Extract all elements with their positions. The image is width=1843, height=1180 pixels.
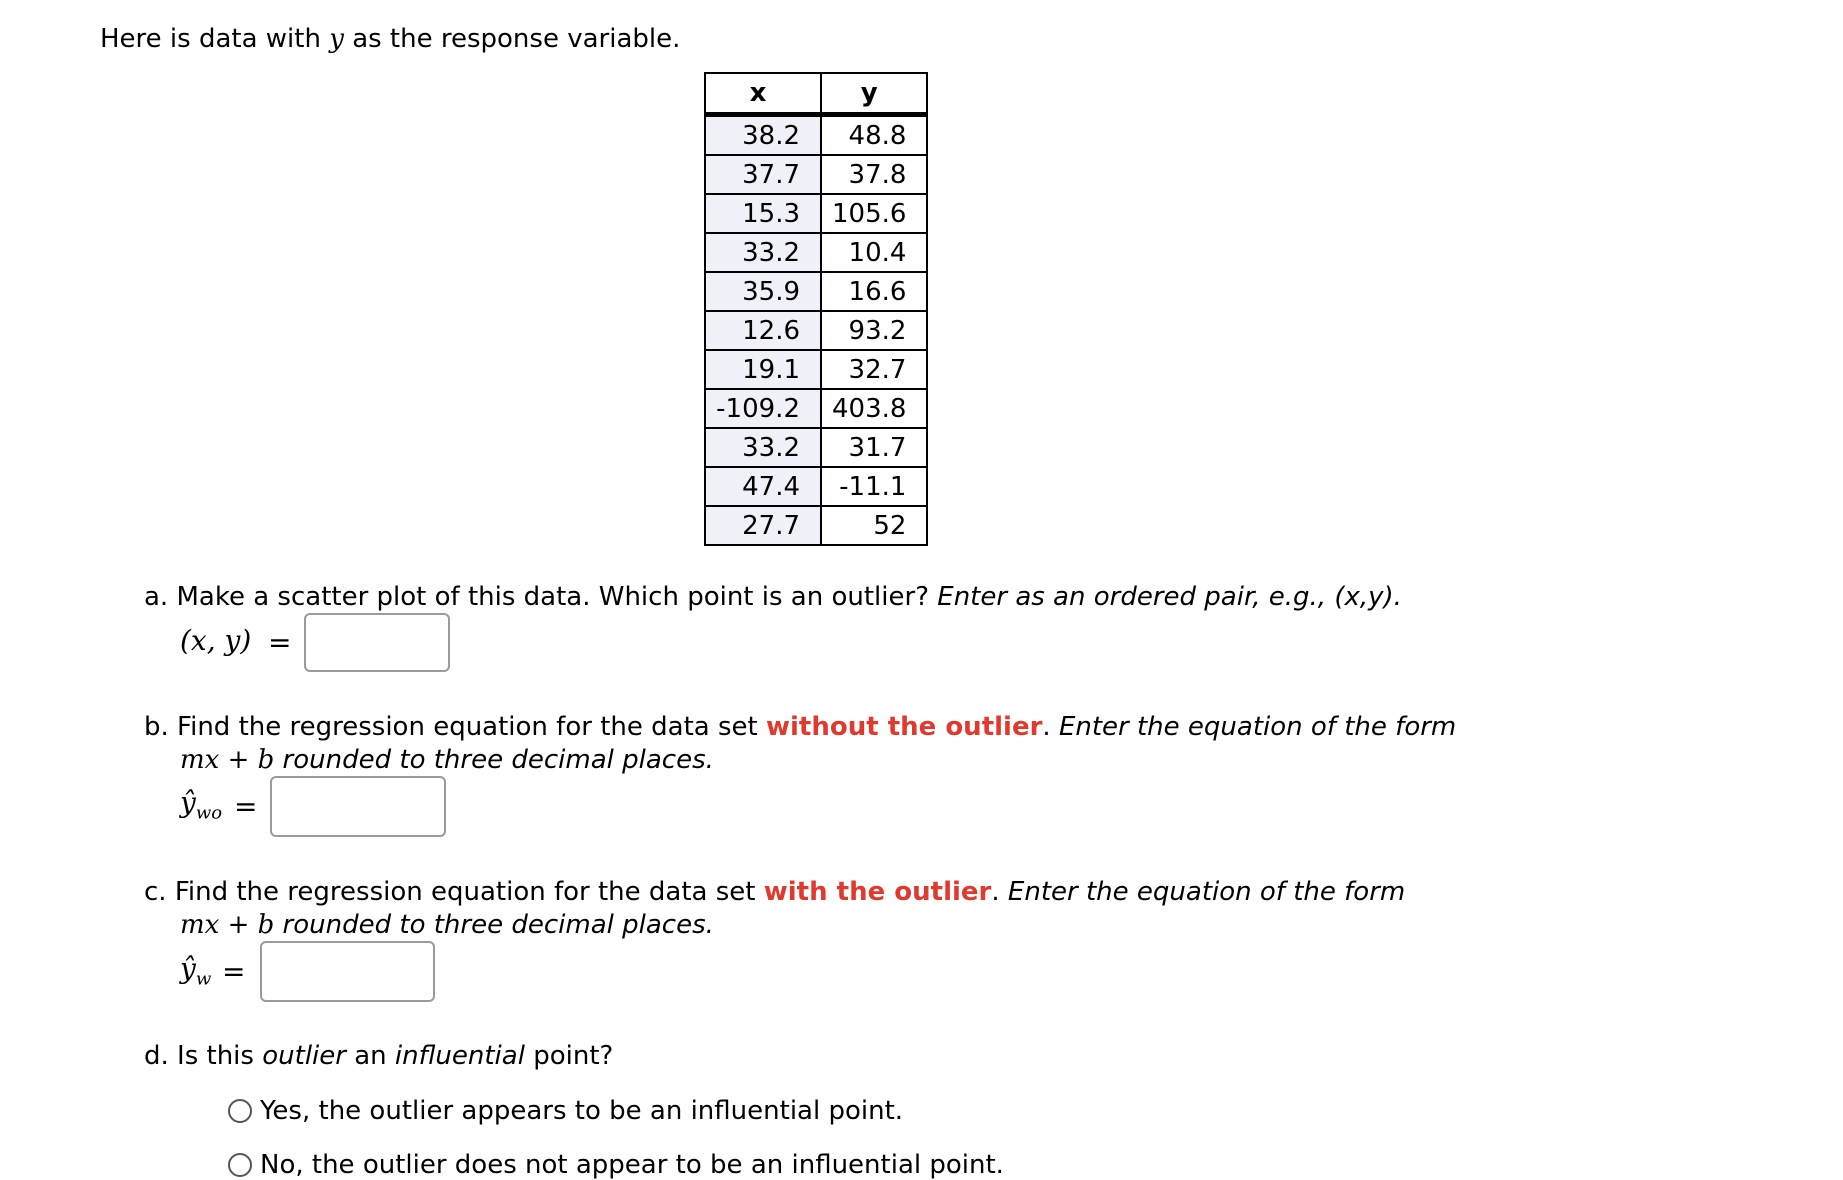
question-d bbox=[144, 1039, 613, 1073]
question-a-text: a. Make a scatter plot of this data. Which point is an outlier? bbox=[144, 582, 929, 612]
question-b-text: b. Find the regression equation for the data set bbox=[144, 712, 758, 742]
header-y: y bbox=[821, 73, 927, 115]
question-b-highlight: without the outlier bbox=[765, 712, 1043, 742]
question-a-hint: Enter as an ordered pair, e.g., (x,y). bbox=[937, 582, 1402, 612]
cell-x: 19.1 bbox=[705, 350, 821, 389]
table-row bbox=[705, 428, 927, 467]
table-row bbox=[705, 467, 927, 506]
cell-y: 403.8 bbox=[821, 389, 927, 428]
question-a bbox=[144, 580, 1402, 614]
yhat-wo-label bbox=[180, 786, 222, 831]
cell-y: 16.6 bbox=[821, 272, 927, 311]
cell-x: 27.7 bbox=[705, 506, 821, 545]
question-c-form-after: rounded to three decimal places. bbox=[282, 910, 714, 940]
yhat-w-label bbox=[180, 952, 211, 997]
regression-without-outlier-input[interactable] bbox=[270, 776, 446, 837]
ordered-pair-label bbox=[180, 624, 251, 658]
cell-y: 32.7 bbox=[821, 350, 927, 389]
table-row bbox=[705, 506, 927, 545]
table-row bbox=[705, 233, 927, 272]
intro-text bbox=[100, 22, 680, 56]
intro-before: Here is data with bbox=[100, 24, 321, 54]
cell-y: 31.7 bbox=[821, 428, 927, 467]
table-row bbox=[705, 272, 927, 311]
cell-y: 52 bbox=[821, 506, 927, 545]
cell-x: 37.7 bbox=[705, 155, 821, 194]
question-d-suffix: point? bbox=[533, 1041, 614, 1071]
question-b-form: mx + b bbox=[180, 745, 275, 775]
cell-x: -109.2 bbox=[705, 389, 821, 428]
radio-yes[interactable] bbox=[228, 1099, 252, 1123]
cell-y: 48.8 bbox=[821, 115, 927, 156]
cell-x: 35.9 bbox=[705, 272, 821, 311]
yhat-w-subscript: w bbox=[195, 968, 212, 990]
table-row bbox=[705, 155, 927, 194]
cell-y: 10.4 bbox=[821, 233, 927, 272]
header-x: x bbox=[705, 73, 821, 115]
cell-y: 37.8 bbox=[821, 155, 927, 194]
equals-sign: = bbox=[234, 790, 258, 823]
data-table bbox=[704, 72, 928, 546]
yhat-symbol: ŷ bbox=[180, 786, 196, 819]
intro-variable: y bbox=[329, 24, 344, 54]
cell-x: 33.2 bbox=[705, 233, 821, 272]
intro-after: as the response variable. bbox=[352, 24, 681, 54]
equals-sign: = bbox=[222, 955, 246, 988]
question-c-hint: Enter the equation of the form bbox=[1007, 877, 1406, 907]
question-d-mid: an bbox=[354, 1041, 387, 1071]
cell-y: 93.2 bbox=[821, 311, 927, 350]
question-d-prefix: d. Is this bbox=[144, 1041, 254, 1071]
yhat-wo-subscript: wo bbox=[195, 802, 223, 824]
cell-x: 33.2 bbox=[705, 428, 821, 467]
question-d-word-outlier: outlier bbox=[262, 1041, 346, 1071]
table-row bbox=[705, 115, 927, 156]
table-row bbox=[705, 194, 927, 233]
table-row bbox=[705, 311, 927, 350]
option-yes[interactable] bbox=[228, 1096, 903, 1126]
question-b-form-after: rounded to three decimal places. bbox=[282, 745, 714, 775]
table-header-row bbox=[705, 73, 927, 115]
radio-no[interactable] bbox=[228, 1153, 252, 1177]
regression-with-outlier-input[interactable] bbox=[260, 941, 435, 1002]
option-no-label: No, the outlier does not appear to be an influential point. bbox=[260, 1150, 1004, 1180]
outlier-input[interactable] bbox=[304, 613, 450, 672]
option-no[interactable] bbox=[228, 1150, 1004, 1180]
question-c-text: c. Find the regression equation for the data set bbox=[144, 877, 756, 907]
option-yes-label: Yes, the outlier appears to be an influential point. bbox=[260, 1096, 904, 1126]
question-b-hint: Enter the equation of the form bbox=[1058, 712, 1457, 742]
question-b-form-line bbox=[180, 743, 714, 777]
question-b bbox=[144, 710, 1456, 744]
cell-y: -11.1 bbox=[821, 467, 927, 506]
table-row bbox=[705, 350, 927, 389]
cell-x: 12.6 bbox=[705, 311, 821, 350]
question-d-word-influential: influential bbox=[394, 1041, 525, 1071]
cell-x: 15.3 bbox=[705, 194, 821, 233]
question-c bbox=[144, 875, 1405, 909]
question-c-form-line bbox=[180, 908, 714, 942]
question-c-period: . bbox=[991, 877, 1000, 907]
equals-sign: = bbox=[268, 626, 292, 659]
ordered-pair-label-text: (x, y) bbox=[180, 624, 252, 657]
yhat-symbol: ŷ bbox=[180, 952, 196, 985]
question-c-highlight: with the outlier bbox=[763, 877, 992, 907]
question-b-period: . bbox=[1042, 712, 1051, 742]
cell-x: 38.2 bbox=[705, 115, 821, 156]
table-row bbox=[705, 389, 927, 428]
question-c-form: mx + b bbox=[180, 910, 275, 940]
cell-x: 47.4 bbox=[705, 467, 821, 506]
cell-y: 105.6 bbox=[821, 194, 927, 233]
